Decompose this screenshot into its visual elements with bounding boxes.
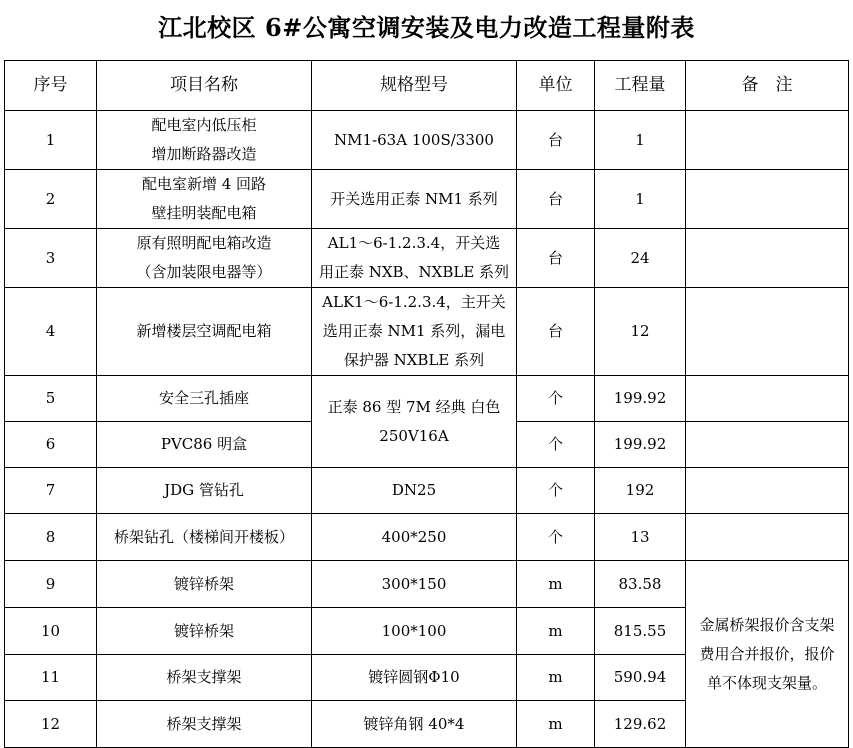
cell-name: 桥架支撑架: [97, 701, 312, 748]
cell-name: JDG 管钻孔: [97, 468, 312, 514]
cell-unit: m: [517, 701, 595, 748]
table-row: [5, 288, 849, 376]
cell-name: 安全三孔插座: [97, 376, 312, 422]
header-qty: 工程量: [595, 61, 686, 111]
cell-qty: 129.62: [595, 701, 686, 748]
cell-no: 8: [5, 514, 97, 561]
cell-no: 7: [5, 468, 97, 514]
cell-no: 3: [5, 229, 97, 288]
cell-qty: 1: [595, 111, 686, 170]
cell-spec: 400*250: [312, 514, 517, 561]
cell-unit: 台: [517, 170, 595, 229]
cell-qty: 590.94: [595, 655, 686, 701]
cell-qty: 83.58: [595, 561, 686, 608]
cell-name: 新增楼层空调配电箱: [97, 288, 312, 376]
cell-remark: [686, 468, 849, 514]
cell-name: 镀锌桥架: [97, 561, 312, 608]
document-title: 江北校区 6#公寓空调安装及电力改造工程量附表: [158, 13, 695, 42]
cell-no: 9: [5, 561, 97, 608]
cell-name: PVC86 明盒: [97, 422, 312, 468]
cell-qty: 13: [595, 514, 686, 561]
cell-unit: 台: [517, 229, 595, 288]
cell-spec: NM1-63A 100S/3300: [312, 111, 517, 170]
cell-spec: DN25: [312, 468, 517, 514]
cell-qty: 1: [595, 170, 686, 229]
cell-unit: m: [517, 655, 595, 701]
cell-spec: 300*150: [312, 561, 517, 608]
cell-spec: 100*100: [312, 608, 517, 655]
cell-qty: 24: [595, 229, 686, 288]
table-row: [5, 111, 849, 170]
quantity-table: [4, 60, 849, 748]
table-row: [5, 561, 849, 608]
cell-qty: 815.55: [595, 608, 686, 655]
cell-no: 6: [5, 422, 97, 468]
cell-spec-merged: 正泰 86 型 7M 经典 白色 250V16A: [312, 376, 517, 468]
header-spec: 规格型号: [312, 61, 517, 111]
cell-spec: 开关选用正泰 NM1 系列: [312, 170, 517, 229]
cell-unit: 台: [517, 288, 595, 376]
cell-no: 4: [5, 288, 97, 376]
cell-unit: 台: [517, 111, 595, 170]
cell-name: 原有照明配电箱改造 （含加装限电器等）: [97, 229, 312, 288]
cell-no: 5: [5, 376, 97, 422]
cell-unit: 个: [517, 422, 595, 468]
header-row: [5, 61, 849, 111]
cell-no: 10: [5, 608, 97, 655]
table-row: [5, 514, 849, 561]
header-name: 项目名称: [97, 61, 312, 111]
remark-merged: 金属桥架报价含支架费用合并报价，报价单不体现支架量。: [686, 561, 849, 748]
cell-remark: [686, 514, 849, 561]
header-remark: 备 注: [686, 61, 849, 111]
cell-remark: [686, 376, 849, 422]
cell-remark: [686, 288, 849, 376]
cell-remark: [686, 229, 849, 288]
table-row: [5, 229, 849, 288]
cell-remark: [686, 422, 849, 468]
header-no: 序号: [5, 61, 97, 111]
cell-name: 配电室新增 4 回路 壁挂明装配电箱: [97, 170, 312, 229]
cell-name: 桥架钻孔（楼梯间开楼板）: [97, 514, 312, 561]
cell-unit: 个: [517, 376, 595, 422]
table-row: [5, 170, 849, 229]
cell-remark: [686, 170, 849, 229]
cell-qty: 192: [595, 468, 686, 514]
cell-qty: 199.92: [595, 376, 686, 422]
cell-qty: 12: [595, 288, 686, 376]
cell-spec: 镀锌圆钢Φ10: [312, 655, 517, 701]
cell-name: 桥架支撑架: [97, 655, 312, 701]
cell-name: 镀锌桥架: [97, 608, 312, 655]
cell-spec: ALK1～6-1.2.3.4，主开关 选用正泰 NM1 系列，漏电 保护器 NXBLE 系列: [312, 288, 517, 376]
cell-unit: 个: [517, 514, 595, 561]
cell-unit: m: [517, 561, 595, 608]
cell-remark: [686, 111, 849, 170]
cell-spec: 镀锌角钢 40*4: [312, 701, 517, 748]
cell-spec: AL1～6-1.2.3.4，开关选 用正泰 NXB、NXBLE 系列: [312, 229, 517, 288]
cell-qty: 199.92: [595, 422, 686, 468]
header-unit: 单位: [517, 61, 595, 111]
cell-unit: m: [517, 608, 595, 655]
cell-no: 12: [5, 701, 97, 748]
cell-no: 11: [5, 655, 97, 701]
cell-name: 配电室内低压柜 增加断路器改造: [97, 111, 312, 170]
table-row: [5, 468, 849, 514]
cell-no: 2: [5, 170, 97, 229]
cell-no: 1: [5, 111, 97, 170]
table-row: [5, 376, 849, 422]
cell-unit: 个: [517, 468, 595, 514]
